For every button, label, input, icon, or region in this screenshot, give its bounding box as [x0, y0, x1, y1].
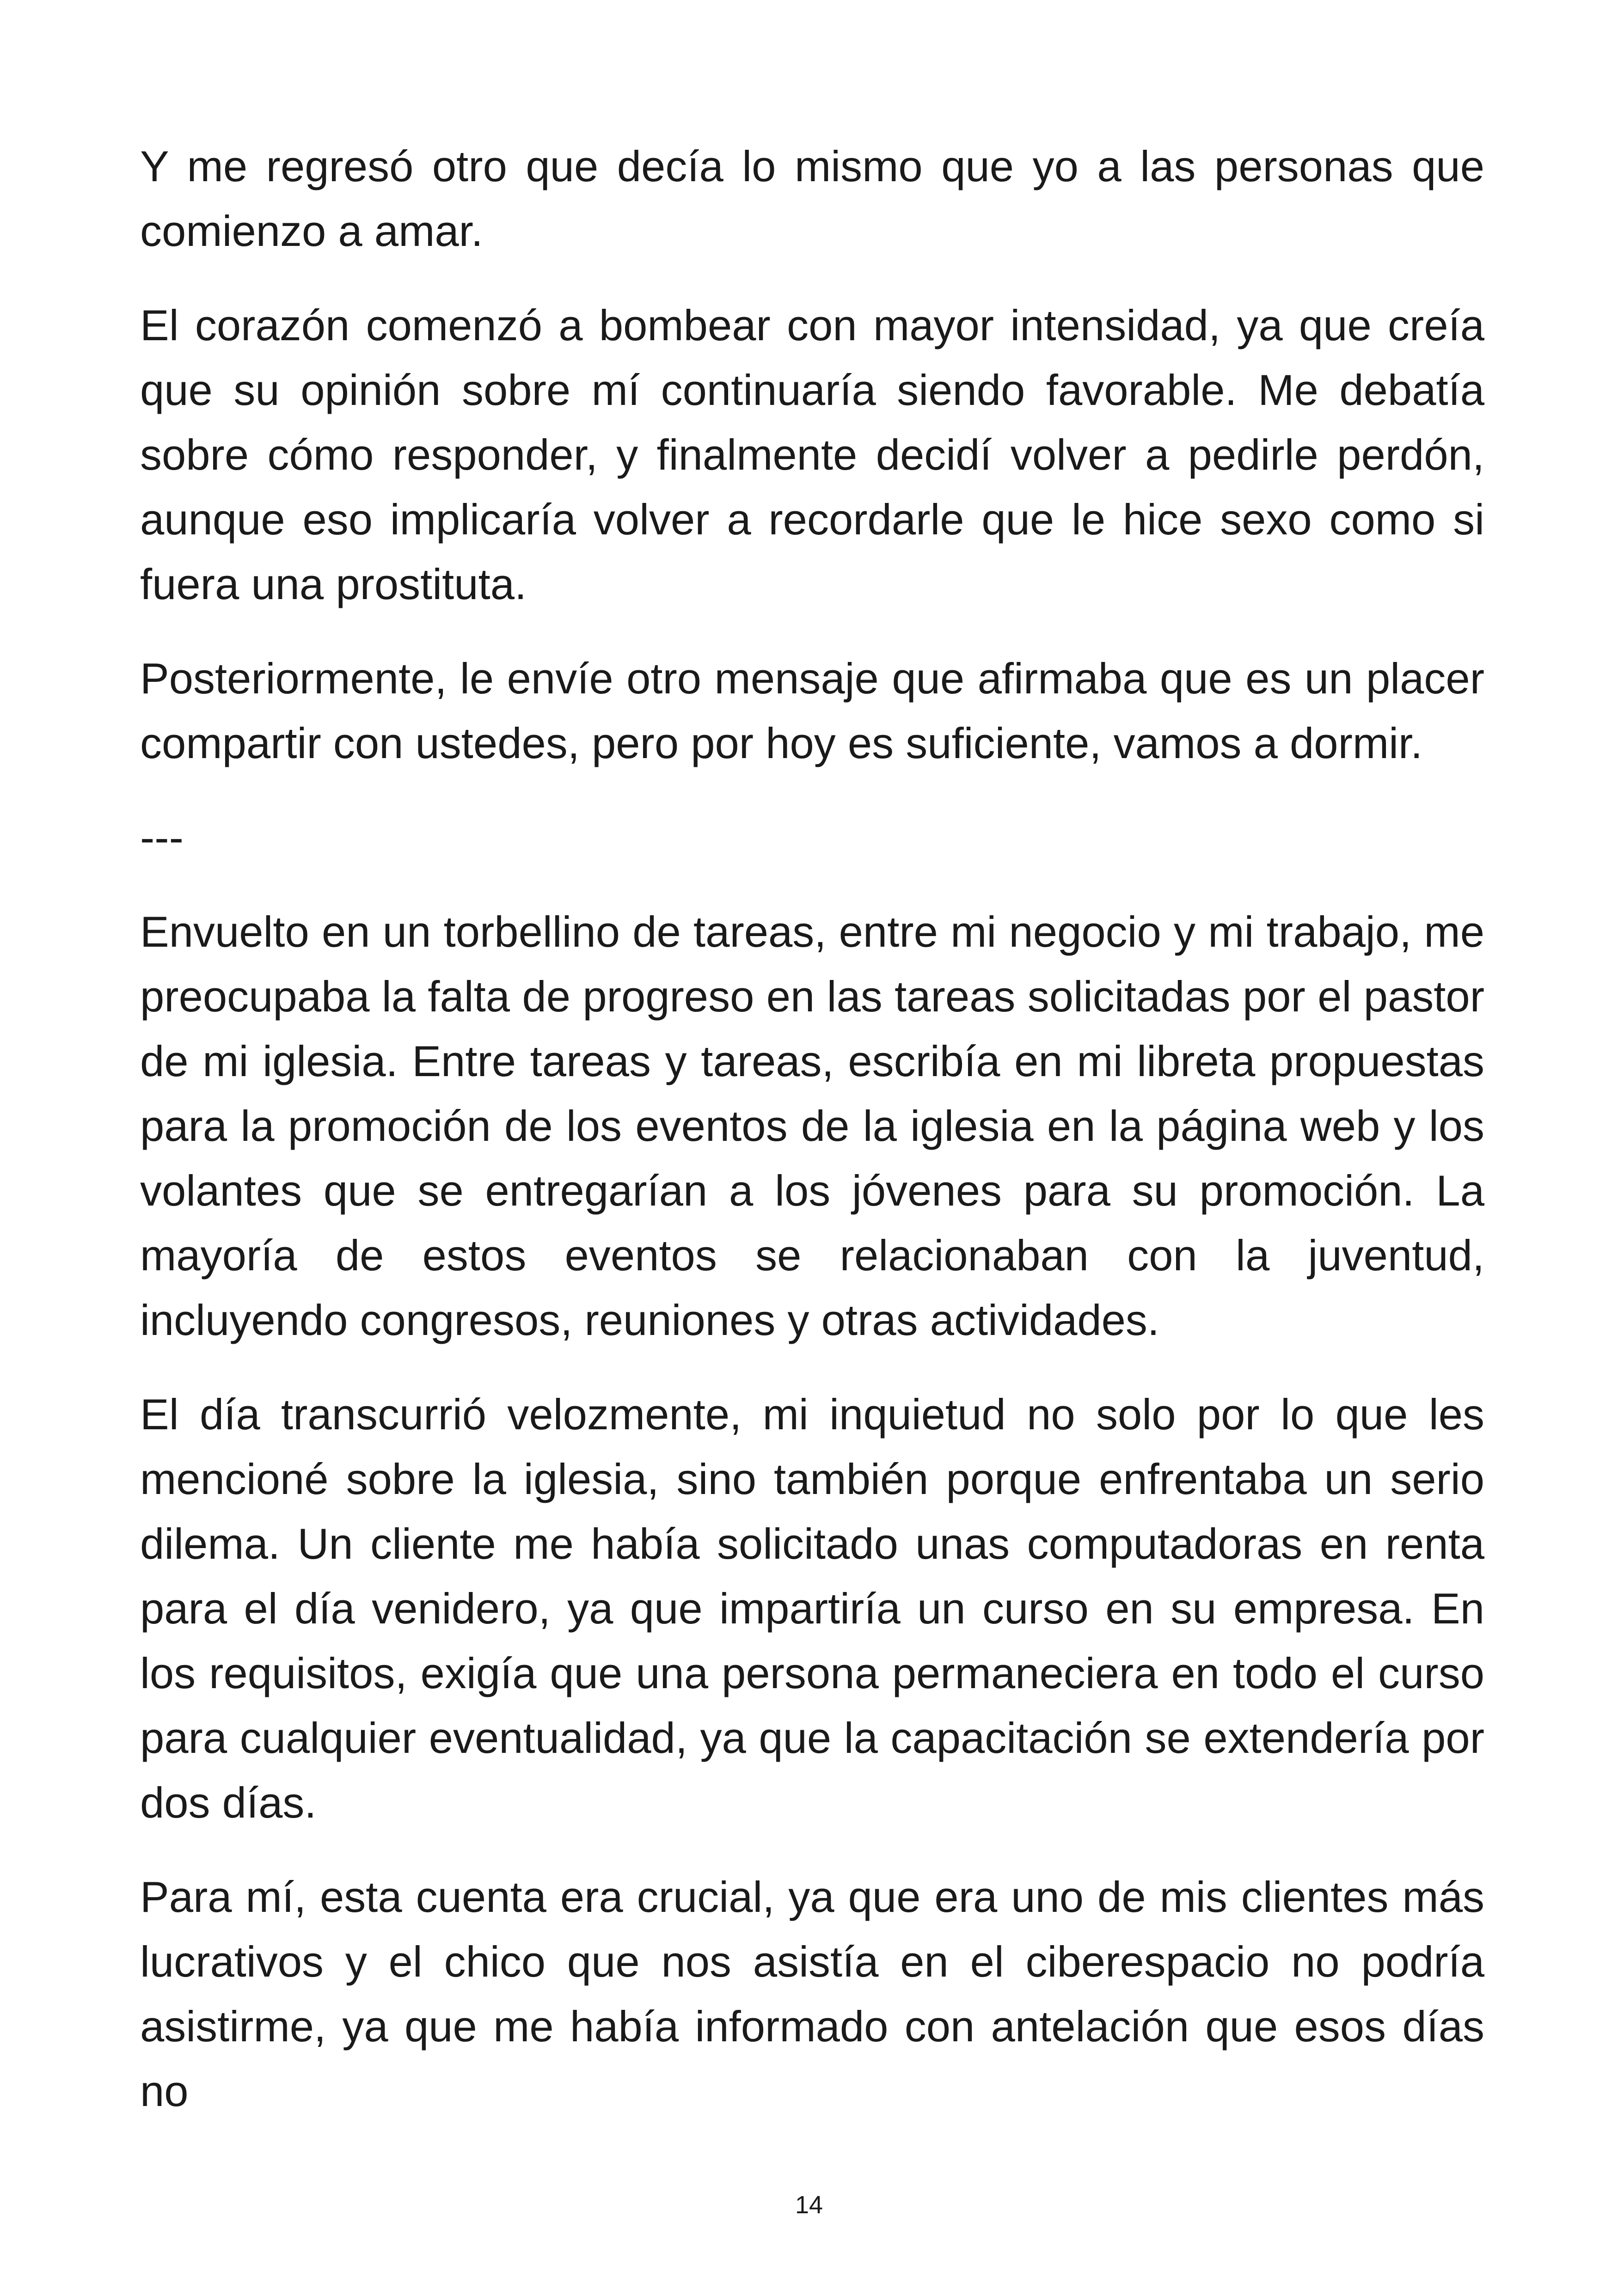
paragraph-3: Posteriormente, le envíe otro mensaje que afirmaba que es un placer compartir con ustedes, pero por hoy es suficiente, vamos a dormir.	[140, 654, 1484, 767]
paragraph-5: El día transcurrió velozmente, mi inquietud no solo por lo que les mencioné sobre la iglesia, sino también porque enfrentaba un serio dilema. Un cliente me había solicitado unas computadoras en renta para el día venidero, ya que impartiría un curso en su empresa. En los requisitos, exigía que una persona permaneciera en todo el curso para cualquier eventualidad, ya que la capacitación se extendería por dos días.	[140, 1390, 1484, 1827]
paragraph-4: Envuelto en un torbellino de tareas, entre mi negocio y mi trabajo, me preocupaba la falta de progreso en las tareas solicitadas por el pastor de mi iglesia. Entre tareas y tareas, escribía en mi libreta propuestas para la promoción de los eventos de la iglesia en la página web y los volantes que se entregarían a los jóvenes para su promoción. La mayoría de estos eventos se relacionaban con la juventud, incluyendo congresos, reuniones y otras actividades.	[140, 907, 1484, 1344]
section-separator: ---	[140, 813, 184, 862]
paragraph-1: Y me regresó otro que decía lo mismo que yo a las personas que comienzo a amar.	[140, 142, 1484, 255]
paragraph-6: Para mí, esta cuenta era crucial, ya que era uno de mis clientes más lucrativos y el chico que nos asistía en el ciberespacio no podría asistirme, ya que me había informado con antelación que esos días no	[140, 1873, 1484, 2115]
body-text	[140, 134, 1484, 2153]
paragraph-2: El corazón comenzó a bombear con mayor intensidad, ya que creía que su opinión sobre mí continuaría siendo favorable. Me debatía sobre cómo responder, y finalmente decidí volver a pedirle perdón, aunque eso implicaría volver a recordarle que le hice sexo como si fuera una prostituta.	[140, 301, 1484, 608]
page-number: 14	[795, 2191, 823, 2219]
